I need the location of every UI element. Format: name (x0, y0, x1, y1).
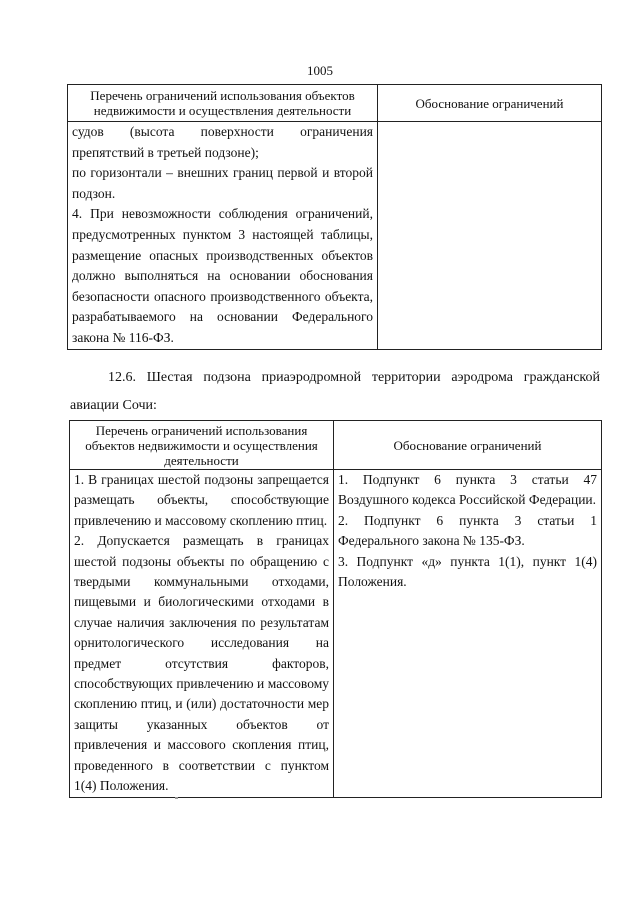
restrictions-cell (70, 470, 334, 798)
table-row (68, 122, 602, 350)
justification-cell (378, 122, 602, 350)
restriction-paragraph: 1. В границах шестой подзоны запрещается размещать объекты, способствующие привлечению и массовому скоплению птиц. (74, 472, 329, 528)
header-restrictions-list: Перечень ограничений использования объектов недвижимости и осуществления деятельности (70, 421, 334, 470)
header-justification: Обоснование ограничений (334, 421, 602, 470)
restrictions-table-continued (67, 84, 602, 350)
restriction-paragraph: 2. Допускается размещать в границах шестой подзоны объекты по обращению с твердыми коммунальными отходами, пищевыми и биологическими отходами в случае наличия заключения по результатам орнитологического исследования на предмет отсутствия факторов, способствующих привлечению и массовому скоплению птиц, и (или) достаточности мер защиты указанных объектов от привлечения и массового скопления птиц, проведенного в соответствии с пунктом 1(4) Положения. (74, 533, 329, 794)
table-header-row (68, 85, 602, 122)
restrictions-cell (68, 122, 378, 350)
justification-paragraph: 2. Подпункт 6 пункта 3 статьи 1 Федерального закона № 135-ФЗ. (338, 512, 597, 549)
table-header-row (70, 421, 602, 470)
table-row (70, 470, 602, 798)
restriction-paragraph: 4. При невозможности соблюдения ограничений, предусмотренных пунктом 3 настоящей таблицы, размещение опасных производственных объектов должно выполняться на основании обоснования безопасности опасного производственного объекта, разрабатываемого на основании Федерального закона № 116-ФЗ. (72, 206, 373, 345)
restriction-paragraph: судов (высота поверхности ограничения препятствий в третьей подзоне); (72, 124, 373, 160)
justification-cell (334, 470, 602, 798)
header-justification: Обоснование ограничений (378, 85, 602, 122)
restriction-paragraph: по горизонтали – внешних границ первой и второй подзон. (72, 165, 373, 201)
scan-speck (175, 797, 178, 799)
section-title: 12.6. Шестая подзона приаэродромной территории аэродрома гражданской авиации Сочи: (70, 370, 600, 413)
page-number: 1005 (307, 63, 333, 78)
justification-paragraph: 3. Подпункт «д» пункта 1(1), пункт 1(4) Положения. (338, 553, 597, 590)
justification-paragraph: 1. Подпункт 6 пункта 3 статьи 47 Воздушного кодекса Российской Федерации. (338, 472, 597, 508)
header-restrictions-list: Перечень ограничений использования объектов недвижимости и осуществления деятельности (68, 85, 378, 122)
restrictions-table-subzone-6 (69, 420, 602, 798)
